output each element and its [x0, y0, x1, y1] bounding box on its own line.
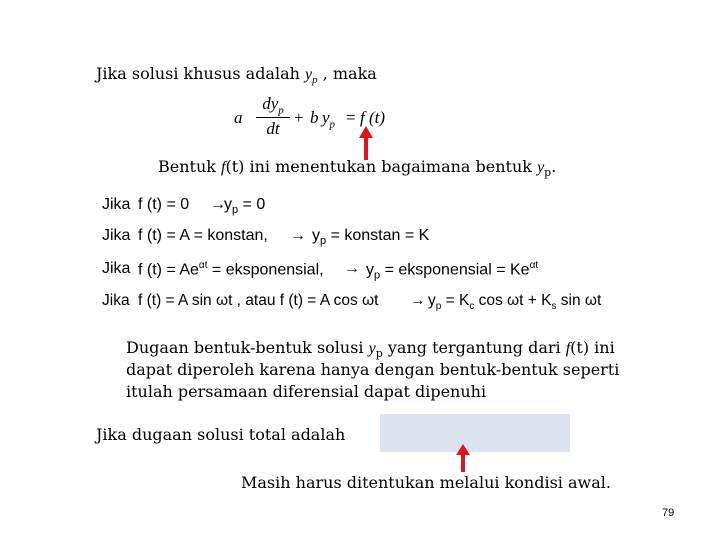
intro-suffix: , maka: [317, 64, 377, 83]
intro-line: [96, 64, 377, 86]
intro-text: Jika solusi khusus adalah: [96, 64, 306, 83]
paragraph-line: itulah persamaan diferensial dapat dipenuhi: [126, 382, 487, 401]
yp-symbol: y: [305, 66, 313, 83]
ode-yp: $y_p$: [322, 108, 336, 131]
right-arrow-icon: →: [210, 196, 226, 213]
note-bentuk: Bentuk f(t) ini menentukan bagaimana bentuk $y_p$.: [158, 157, 557, 180]
total-solution-text: Jika dugaan solusi total adalah: [96, 425, 346, 444]
red-arrow-up-icon: [455, 444, 471, 472]
paragraph-line: dapat diperoleh karena hanya dengan bentuk-bentuk seperti: [126, 360, 620, 379]
ode-plus: +: [294, 108, 304, 127]
right-arrow-icon: →: [410, 292, 426, 309]
formula-placeholder: [380, 414, 570, 452]
red-arrow-up-icon: [358, 126, 374, 160]
ode-rhs: f (t): [360, 108, 386, 127]
right-arrow-icon: →: [290, 227, 306, 244]
page-number: 79: [662, 507, 675, 519]
ode-equals: =: [346, 108, 356, 127]
fraction-bar: [256, 117, 290, 118]
right-arrow-icon: →: [344, 260, 360, 277]
ode-b: b: [310, 108, 319, 127]
ode-numerator: $dy_p$: [262, 94, 284, 117]
case-row: Jika f $(t) = Ae^{\alpha t}$ = eksponensial, → $y_p$ = eksponensial = $Ke^{\alpha t}$: [102, 260, 539, 282]
initial-condition-text: Masih harus ditentukan melalui kondisi awal.: [241, 473, 611, 492]
arrow-shape: [359, 126, 373, 160]
yp-subscript: p: [312, 74, 318, 87]
case-row: Jika f (t) = 0 → $y_p = 0$: [102, 196, 266, 217]
arrow-shape: [456, 444, 470, 472]
case-row: Jika f (t) = A sin ωt , atau f (t) = A cos ωt → $y_p = K_c$ $\cos \omega t + K_s$ sin ωt: [102, 292, 602, 313]
paragraph-line: Dugaan bentuk-bentuk solusi $y_p$ yang tergantung dari f(t) ini: [126, 338, 615, 361]
ode-denominator: dt: [266, 119, 280, 138]
case-row: Jika f (t) = A = konstan, → $y_p$ = konstan = K: [102, 227, 430, 248]
ode-a: a: [234, 108, 243, 127]
